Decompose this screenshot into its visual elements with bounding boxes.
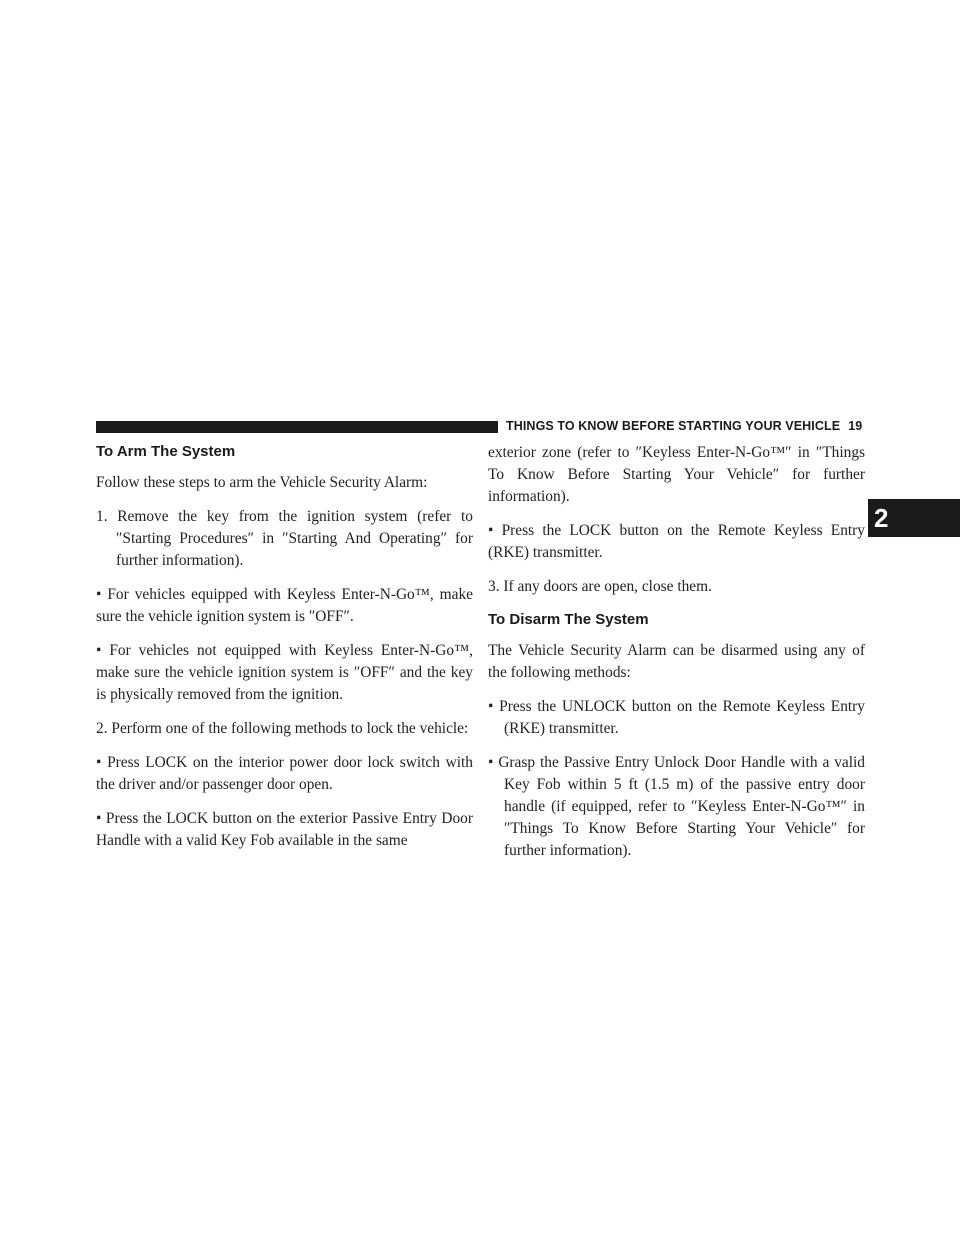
arm-bullet-interior-switch: • Press LOCK on the interior power door lock switch with the driver and/or passenger door open. (96, 754, 473, 793)
arm-system-heading: To Arm The System (96, 443, 236, 460)
arm-bullet-continuation: exterior zone (refer to ″Keyless Enter-N-Go™″ in ″Things To Know Before Starting Your Vehicle″ for further information). (488, 444, 865, 505)
arm-bullet-passive-entry: • Press the LOCK button on the exterior Passive Entry Door Handle with a valid Key Fob available in the same (96, 810, 473, 849)
disarm-system-heading: To Disarm The System (488, 611, 649, 628)
page-number: 19 (848, 419, 863, 433)
arm-step-3: 3. If any doors are open, close them. (488, 578, 712, 595)
arm-step-2: 2. Perform one of the following methods to lock the vehicle: (96, 720, 469, 737)
disarm-bullet-passive-entry: • Grasp the Passive Entry Unlock Door Handle with a valid Key Fob within 5 ft (1.5 m) of the passive entry door handle (if equipped, refer to ″Keyless Enter-N-Go™″ in ″Things To Know Before Starting Your Vehicle″ for further information). (488, 754, 865, 859)
arm-bullet-rke: • Press the LOCK button on the Remote Keyless Entry (RKE) transmitter. (488, 522, 865, 561)
disarm-intro: The Vehicle Security Alarm can be disarmed using any of the following methods: (488, 642, 865, 681)
running-header (506, 416, 866, 436)
arm-bullet-non-keyless: • For vehicles not equipped with Keyless Enter-N-Go™, make sure the vehicle ignition system is ″OFF″ and the key is physically removed from the ignition. (96, 642, 473, 703)
header-rule (96, 421, 498, 433)
disarm-bullet-rke: • Press the UNLOCK button on the Remote Keyless Entry (RKE) transmitter. (488, 698, 865, 737)
left-column (96, 442, 473, 852)
arm-bullet-keyless: • For vehicles equipped with Keyless Enter-N-Go™, make sure the vehicle ignition system is ″OFF″. (96, 586, 473, 625)
chapter-tab: 2 (868, 499, 960, 537)
arm-step-1: 1. Remove the key from the ignition system (refer to ″Starting Procedures″ in ″Starting And Operating″ for further information). (96, 508, 473, 569)
running-header-title: THINGS TO KNOW BEFORE STARTING YOUR VEHICLE (506, 419, 841, 433)
right-column (488, 442, 865, 862)
arm-intro: Follow these steps to arm the Vehicle Security Alarm: (96, 474, 428, 491)
